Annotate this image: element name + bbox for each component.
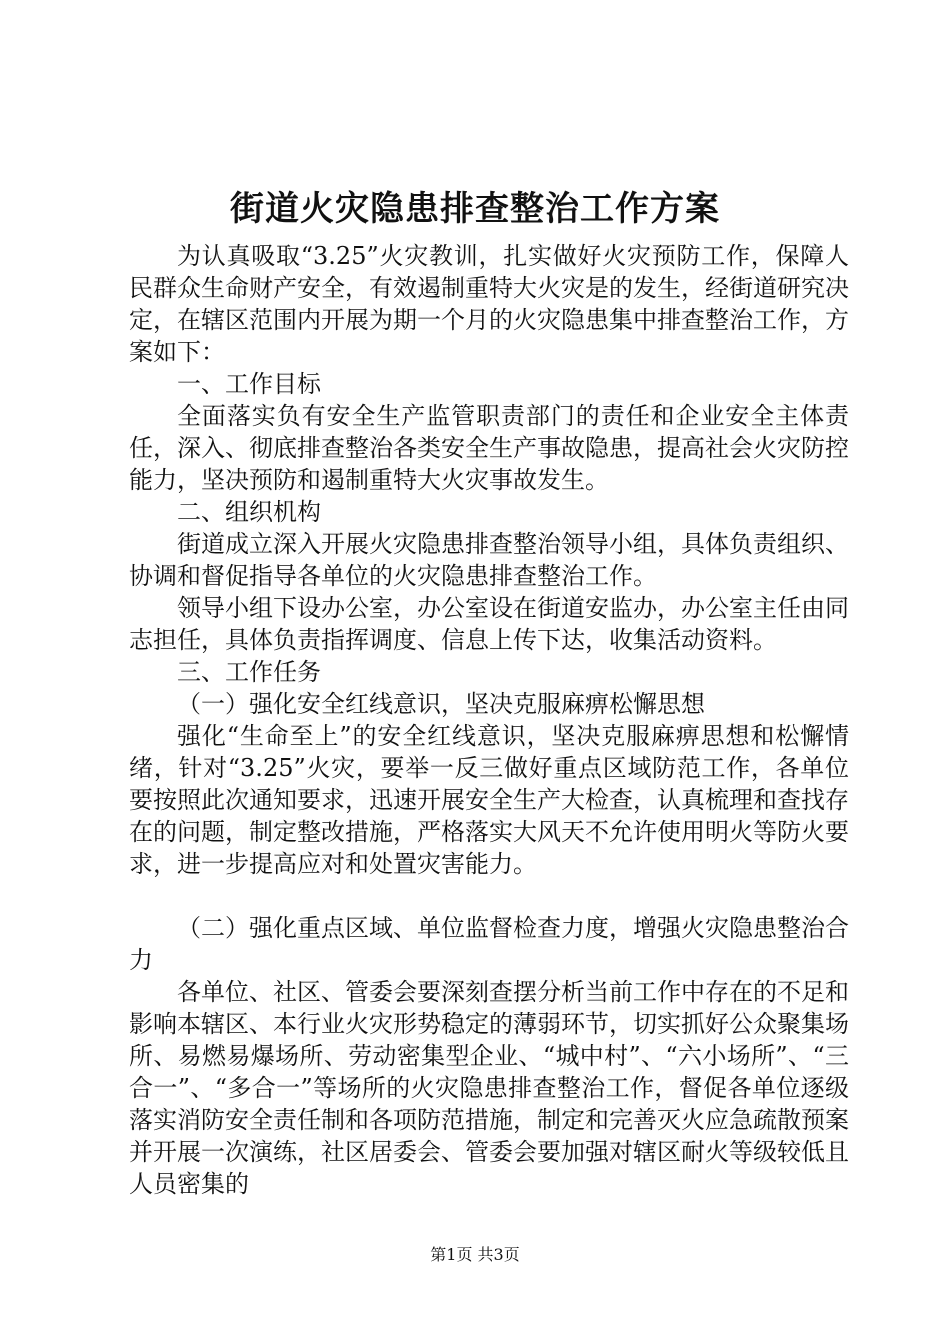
document-body bbox=[129, 240, 849, 1200]
paragraph-intro: 为认真吸取“3.25”火灾教训，扎实做好火灾预防工作，保障人民群众生命财产安全，有效遏制重特大火灾是的发生，经街道研究决定，在辖区范围内开展为期一个月的火灾隐患集中排查整治工作，方案如下： bbox=[129, 242, 849, 366]
document-title: 街道火灾隐患排查整治工作方案 bbox=[230, 189, 720, 229]
section-heading-goal: 一、工作目标 bbox=[177, 370, 321, 398]
subsection-heading-1: （一）强化安全红线意识，坚决克服麻痹松懈思想 bbox=[177, 690, 705, 718]
section-heading-tasks: 三、工作任务 bbox=[177, 658, 321, 686]
paragraph-task-2: 各单位、社区、管委会要深刻查摆分析当前工作中存在的不足和影响本辖区、本行业火灾形势稳定的薄弱环节，切实抓好公众聚集场所、易燃易爆场所、劳动密集型企业、“城中村”、“六小场所”、“三合一”、“多合一”等场所的火灾隐患排查整治工作，督促各单位逐级落实消防安全责任制和各项防范措施，制定和完善灭火应急疏散预案并开展一次演练，社区居委会、管委会要加强对辖区耐火等级较低且人员密集的 bbox=[129, 978, 849, 1198]
section-heading-organization: 二、组织机构 bbox=[177, 498, 321, 526]
paragraph-task-1: 强化“生命至上”的安全红线意识，坚决克服麻痹思想和松懈情绪，针对“3.25”火灾，要举一反三做好重点区域防范工作，各单位要按照此次通知要求，迅速开展安全生产大检查，认真梳理和查找存在的问题，制定整改措施，严格落实大风天不允许使用明火等防火要求，进一步提高应对和处置灾害能力。 bbox=[129, 722, 849, 878]
paragraph-goal: 全面落实负有安全生产监管职责部门的责任和企业安全主体责任，深入、彻底排查整治各类安全生产事故隐患，提高社会火灾防控能力，坚决预防和遏制重特大火灾事故发生。 bbox=[129, 402, 849, 494]
paragraph-organization-1: 街道成立深入开展火灾隐患排查整治领导小组，具体负责组织、协调和督促指导各单位的火灾隐患排查整治工作。 bbox=[129, 530, 849, 590]
paragraph-organization-2: 领导小组下设办公室，办公室设在街道安监办，办公室主任由同志担任，具体负责指挥调度、信息上传下达，收集活动资料。 bbox=[129, 594, 849, 654]
subsection-heading-2: （二）强化重点区域、单位监督检查力度，增强火灾隐患整治合力 bbox=[129, 914, 849, 974]
page-footer: 第1页 共3页 bbox=[430, 1245, 520, 1264]
